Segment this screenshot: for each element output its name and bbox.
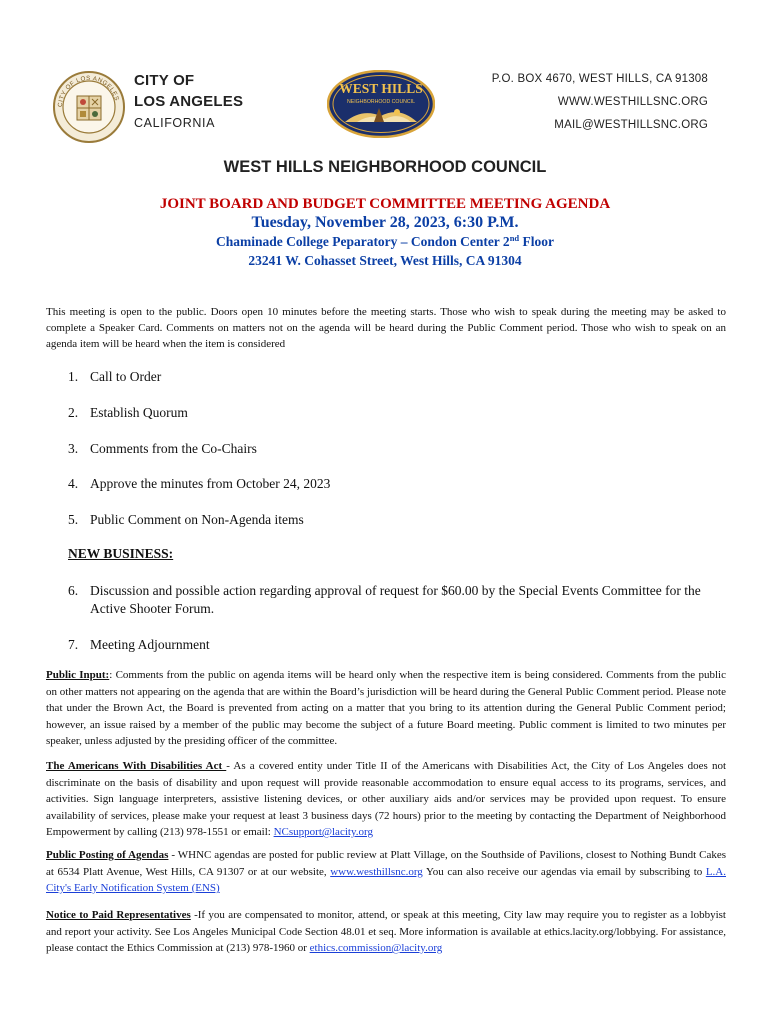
org-title: WEST HILLS NEIGHBORHOOD COUNCIL bbox=[223, 158, 547, 176]
agenda-item-text: Call to Order bbox=[90, 369, 162, 384]
ada-text: - As a covered entity under Title II of the Americans with Disabilities Act, the City of Los Angeles does not discriminate on the basis of disability and upon request will provide reasonable accommodation to ensure equal access to its programs, services, and activities. Sign language interpreters, assistive listening devices, or other auxiliary aids and/or services may be provided upon request. To ensure availability of services, please make your request at least 3 business days (72 hours) prior to the meeting by contacting the Department of Neighborhood Empowerment by calling (213) 978-1551 or email: bbox=[46, 760, 726, 838]
public-input-text: : Comments from the public on agenda items will be heard only when the respective item is being considered. Comments from the public on other matters not appearing on the agenda that are within the Board’s jurisdiction will be heard during the General Public Comment period. Please note that under the Brown Act, the Board is prevented from acting on a matter that you bring to its attention during the General Public Comment period; however, an issue raised by a member of the public may become the subject of a future Board meeting. Public comment is limited to two minutes per speaker, unless adjusted by the presiding officer of the committee. bbox=[46, 669, 726, 747]
meeting-datetime: Tuesday, November 28, 2023, 6:30 P.M. bbox=[251, 214, 519, 231]
ethics-email-link[interactable]: ethics.commission@lacity.org bbox=[309, 942, 443, 954]
meeting-title: JOINT BOARD AND BUDGET COMMITTEE MEETING AGENDA bbox=[159, 196, 611, 212]
agenda-item-number: 1. bbox=[68, 369, 79, 384]
venue-superscript: nd bbox=[509, 233, 520, 243]
west-hills-nc-logo bbox=[327, 70, 435, 138]
ada-heading: The Americans With Disabilities Act bbox=[46, 760, 227, 772]
posting-paragraph bbox=[46, 847, 726, 897]
agenda-item-text: Meeting Adjournment bbox=[90, 637, 210, 652]
ada-paragraph bbox=[46, 758, 726, 841]
agenda-item-number: 3. bbox=[68, 441, 79, 456]
los-angeles-label: LOS ANGELES bbox=[134, 93, 244, 110]
agenda-item-text: Comments from the Co-Chairs bbox=[90, 441, 257, 456]
ens-link[interactable]: L.A. City's Early Notification System (ENS) bbox=[46, 865, 726, 894]
new-business-heading: NEW BUSINESS: bbox=[68, 546, 174, 561]
po-box-text: P.O. BOX 4670, WEST HILLS, CA 91308 bbox=[491, 73, 708, 85]
posting-heading: Public Posting of Agendas bbox=[46, 849, 169, 861]
website-link[interactable]: www.westhillsnc.org bbox=[330, 865, 423, 878]
agenda-item-number: 7. bbox=[68, 637, 79, 652]
seal-ring-text: CITY OF LOS ANGELES bbox=[56, 74, 121, 108]
agenda-item-number: 5. bbox=[68, 512, 79, 527]
agenda-item-text: Approve the minutes from October 24, 2023 bbox=[90, 476, 331, 491]
venue-floor-text: Floor bbox=[519, 234, 555, 249]
notice-text: -If you are compensated to monitor, attend, or speak at this meeting, City law may require you to register as a lobbyist and report your activity. See Los Angeles Municipal Code Section 48.01 et seq. More information is available at ethics.lacity.org/lobbying. For assistance, please contact the Ethics Commission at (213) 978-1960 or bbox=[46, 909, 726, 954]
city-of-label: CITY OF bbox=[134, 72, 195, 89]
notice-heading: Notice to Paid Representatives bbox=[46, 909, 191, 921]
mail-text: MAIL@WESTHILLSNC.ORG bbox=[554, 119, 708, 131]
california-label: CALIFORNIA bbox=[134, 116, 216, 130]
venue-text: Chaminade College Peparatory – Condon Center 2 bbox=[215, 234, 510, 249]
agenda-item-text: Discussion and possible action regarding approval of request for $60.00 by the Special Events Committee for the Active Shooter Forum. bbox=[90, 583, 701, 616]
website-text: WWW.WESTHILLSNC.ORG bbox=[557, 96, 708, 108]
posting-text: - WHNC agendas are posted for public review at Platt Village, on the Southside of Pavilions, closest to Nothing Bundt Cakes at 6534 Platt Avenue, West Hills, CA 91307 or at our website, bbox=[46, 849, 726, 878]
public-input-paragraph bbox=[46, 667, 726, 750]
notice-paragraph bbox=[46, 907, 726, 957]
logo-west-hills-text: WEST HILLS bbox=[339, 81, 423, 96]
meeting-address: 23241 W. Cohasset Street, West Hills, CA 91304 bbox=[248, 253, 522, 268]
contact-info bbox=[492, 70, 708, 139]
posting-text-2: You can also receive our agendas via email by subscribing to bbox=[422, 865, 706, 878]
agenda-item-number: 4. bbox=[68, 476, 79, 491]
agenda-item-text: Establish Quorum bbox=[90, 405, 188, 420]
agenda-item-number: 6. bbox=[68, 583, 79, 598]
city-seal-logo bbox=[52, 70, 126, 144]
logo-nc-text: NEIGHBORHOOD COUNCIL bbox=[346, 99, 416, 105]
meeting-venue bbox=[0, 234, 770, 250]
public-input-heading: Public Input: bbox=[46, 669, 110, 681]
intro-paragraph: This meeting is open to the public. Doors open 10 minutes before the meeting starts. Those who wish to speak during the meeting may be asked to complete a Speaker Card. Comments on matters not on the agenda will be heard during the Public Comment period. Those who wish to speak on an agenda item will be heard when the item is considered bbox=[46, 306, 726, 350]
agenda-item-number: 2. bbox=[68, 405, 79, 420]
agenda-item-text: Public Comment on Non-Agenda items bbox=[90, 512, 304, 527]
ncsupport-email-link[interactable]: NCsupport@lacity.org bbox=[273, 826, 373, 838]
city-name-block bbox=[134, 70, 243, 134]
